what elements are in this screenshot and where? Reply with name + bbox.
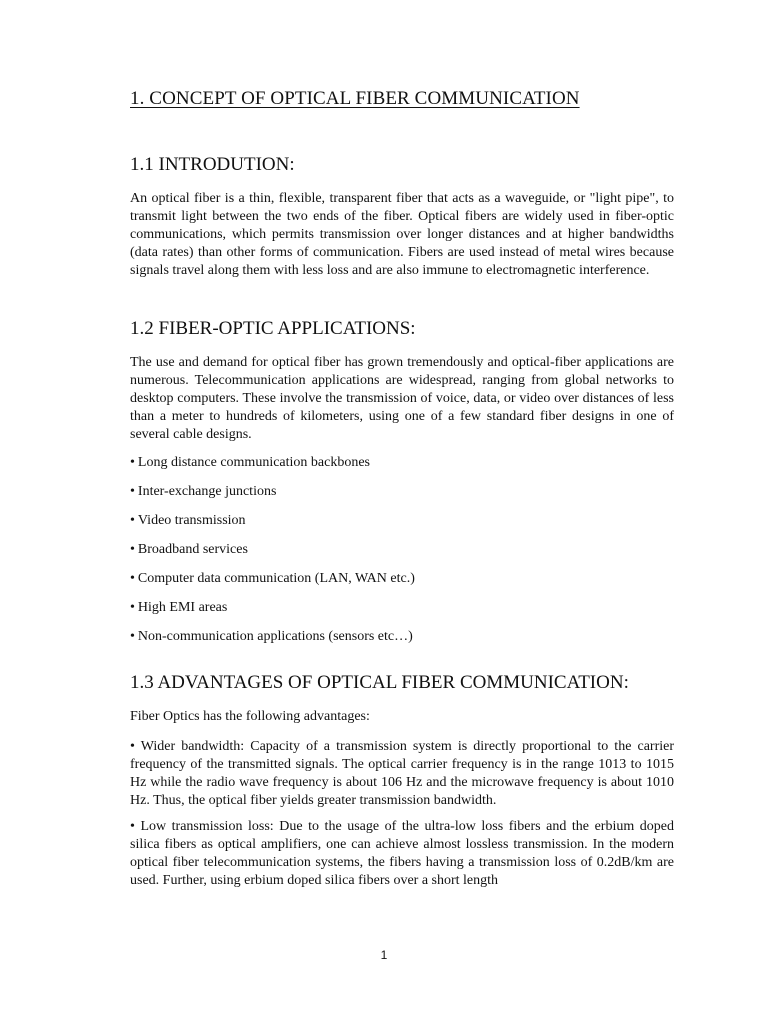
list-item <box>130 599 674 617</box>
bullet-icon: • <box>130 600 135 615</box>
bullet-icon: • <box>130 455 135 470</box>
bullet-icon: • <box>130 542 135 557</box>
list-item-text: Computer data communication (LAN, WAN etc.) <box>137 571 415 586</box>
list-item <box>130 541 674 559</box>
bullet-icon: • <box>130 513 135 528</box>
advantages-intro: Fiber Optics has the following advantages: <box>130 709 370 724</box>
list-item <box>130 454 674 472</box>
list-item <box>130 570 674 588</box>
bullet-icon: • <box>130 484 135 499</box>
list-item-text: High EMI areas <box>137 600 228 615</box>
section-heading-applications: 1.2 FIBER-OPTIC APPLICATIONS: <box>130 318 416 339</box>
list-item-text: Video transmission <box>137 513 246 528</box>
section-advantages <box>130 672 674 890</box>
applications-list <box>130 454 674 646</box>
advantage-low-transmission-loss: • Low transmission loss: Due to the usage of the ultra-low loss fibers and the erbium doped silica fibers as optical amplifiers, one can achieve almost lossless transmission. In the modern optical fiber telecommunication systems, the fibers having a transmission loss of 0.2dB/km are used. Further, using erbium doped silica fibers over a short length <box>130 819 674 888</box>
page-number: 1 <box>380 948 388 962</box>
list-item <box>130 483 674 501</box>
advantage-wider-bandwidth: • Wider bandwidth: Capacity of a transmission system is directly proportional to the carrier frequency of the transmitted signals. The optical carrier frequency is in the range 1013 to 1015 Hz while the radio wave frequency is about 106 Hz and the microwave frequency is about 1010 Hz. Thus, the optical fiber yields greater transmission bandwidth. <box>130 739 674 808</box>
list-item <box>130 512 674 530</box>
section-applications <box>130 318 674 646</box>
introduction-paragraph: An optical fiber is a thin, flexible, transparent fiber that acts as a waveguide, or "light pipe", to transmit light between the two ends of the fiber. Optical fibers are widely used in fiber-optic communications, which permits transmission over longer distances and at higher bandwidths (data rates) than other forms of communication. Fibers are used instead of metal wires because signals travel along them with less loss and are also immune to electromagnetic interference. <box>130 191 674 278</box>
list-item-text: Broadband services <box>137 542 248 557</box>
list-item <box>130 628 674 646</box>
applications-paragraph: The use and demand for optical fiber has grown tremendously and optical-fiber applications are numerous. Telecommunication applications are widespread, ranging from global networks to desktop computers. These involve the transmission of voice, data, or video over distances of less than a meter to hundreds of kilometers, using one of a few standard fiber designs in one of several cable designs. <box>130 355 674 442</box>
bullet-icon: • <box>130 629 135 644</box>
section-heading-introduction: 1.1 INTRODUTION: <box>130 154 295 175</box>
list-item-text: Non-communication applications (sensors etc…) <box>137 629 413 644</box>
bullet-icon: • <box>130 571 135 586</box>
section-introduction <box>130 154 674 280</box>
list-item-text: Long distance communication backbones <box>137 455 371 470</box>
section-heading-advantages: 1.3 ADVANTAGES OF OPTICAL FIBER COMMUNICATION: <box>130 672 629 693</box>
list-item-text: Inter-exchange junctions <box>137 484 277 499</box>
document-page <box>130 88 674 898</box>
document-title: 1. CONCEPT OF OPTICAL FIBER COMMUNICATION <box>130 88 580 109</box>
